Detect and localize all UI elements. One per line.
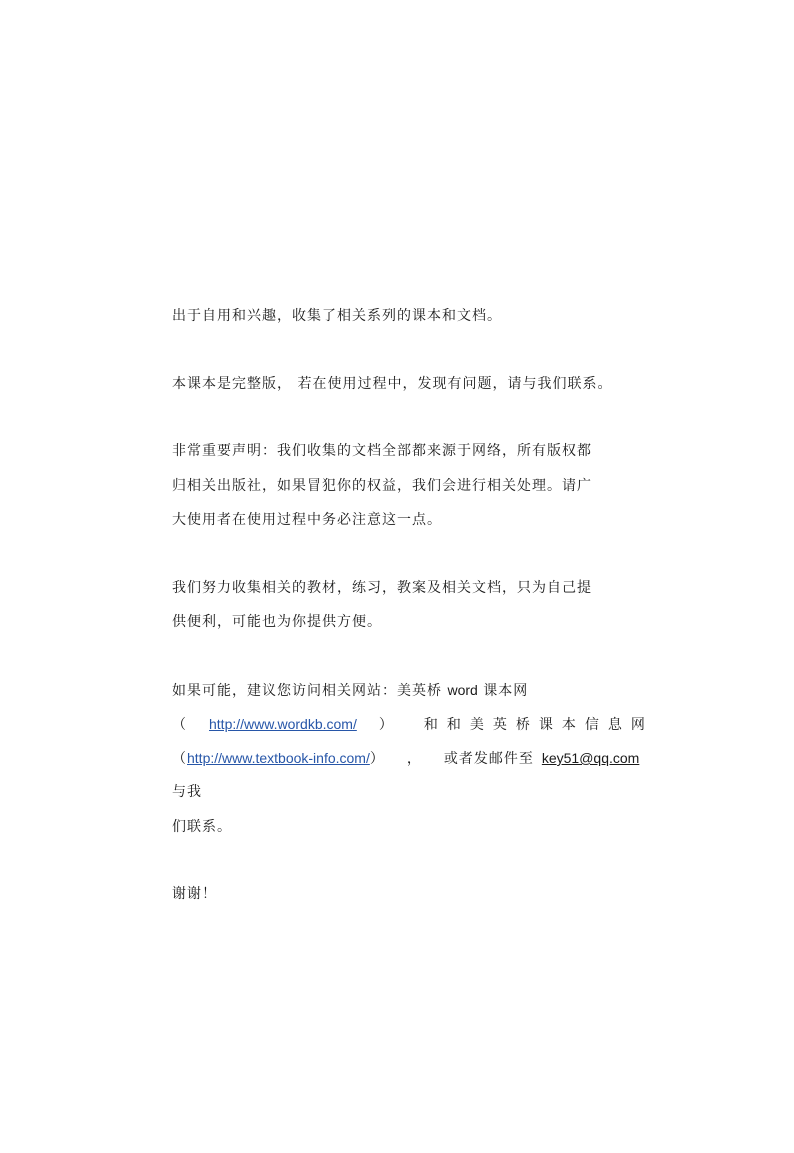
textbook-info-link[interactable]: http://www.textbook-info.com/: [187, 750, 370, 766]
paragraph-visit-line-4: 与我: [172, 784, 202, 800]
paragraph-visit-line-2: [172, 714, 654, 735]
open-paren-2: （: [172, 751, 187, 767]
close-paren-2: ）: [369, 751, 385, 767]
wordkb-link[interactable]: http://www.wordkb.com/: [209, 716, 357, 732]
email-prompt: 或者发邮件至: [443, 751, 534, 767]
paragraph-effort-line-1: 我们努力收集相关的教材，练习，教案及相关文档，只为自己提: [172, 580, 592, 596]
visit-suffix: 课本网: [483, 683, 529, 699]
paragraph-visit-line-5: 们联系。: [172, 819, 232, 835]
close-paren: ）: [378, 717, 394, 733]
word-text: word: [447, 682, 478, 698]
visit-prefix: 如果可能，建议您访问相关网站：美英桥: [172, 683, 442, 699]
paragraph-disclaimer-line-3: 大使用者在使用过程中务必注意这一点。: [172, 512, 442, 528]
paragraph-complete-edition: 本课本是完整版， 若在使用过程中，发现有问题，请与我们联系。: [172, 376, 613, 392]
site-name-text: 和和美英桥课本信息网: [423, 717, 654, 733]
email-link[interactable]: key51@qq.com: [541, 750, 640, 766]
open-paren: （: [172, 717, 187, 733]
paragraph-effort-line-2: 供便利，可能也为你提供方便。: [172, 614, 382, 630]
comma-text: ，: [406, 751, 422, 767]
paragraph-intro: 出于自用和兴趣，收集了相关系列的课本和文档。: [172, 308, 502, 324]
paragraph-visit-line-3: [172, 748, 639, 769]
paragraph-disclaimer-line-2: 归相关出版社，如果冒犯你的权益，我们会进行相关处理。请广: [172, 478, 592, 494]
paragraph-thanks: 谢谢！: [172, 886, 217, 902]
paragraph-visit-line-1: [172, 680, 528, 701]
paragraph-disclaimer-line-1: 非常重要声明：我们收集的文档全部都来源于网络，所有版权都: [172, 443, 592, 459]
